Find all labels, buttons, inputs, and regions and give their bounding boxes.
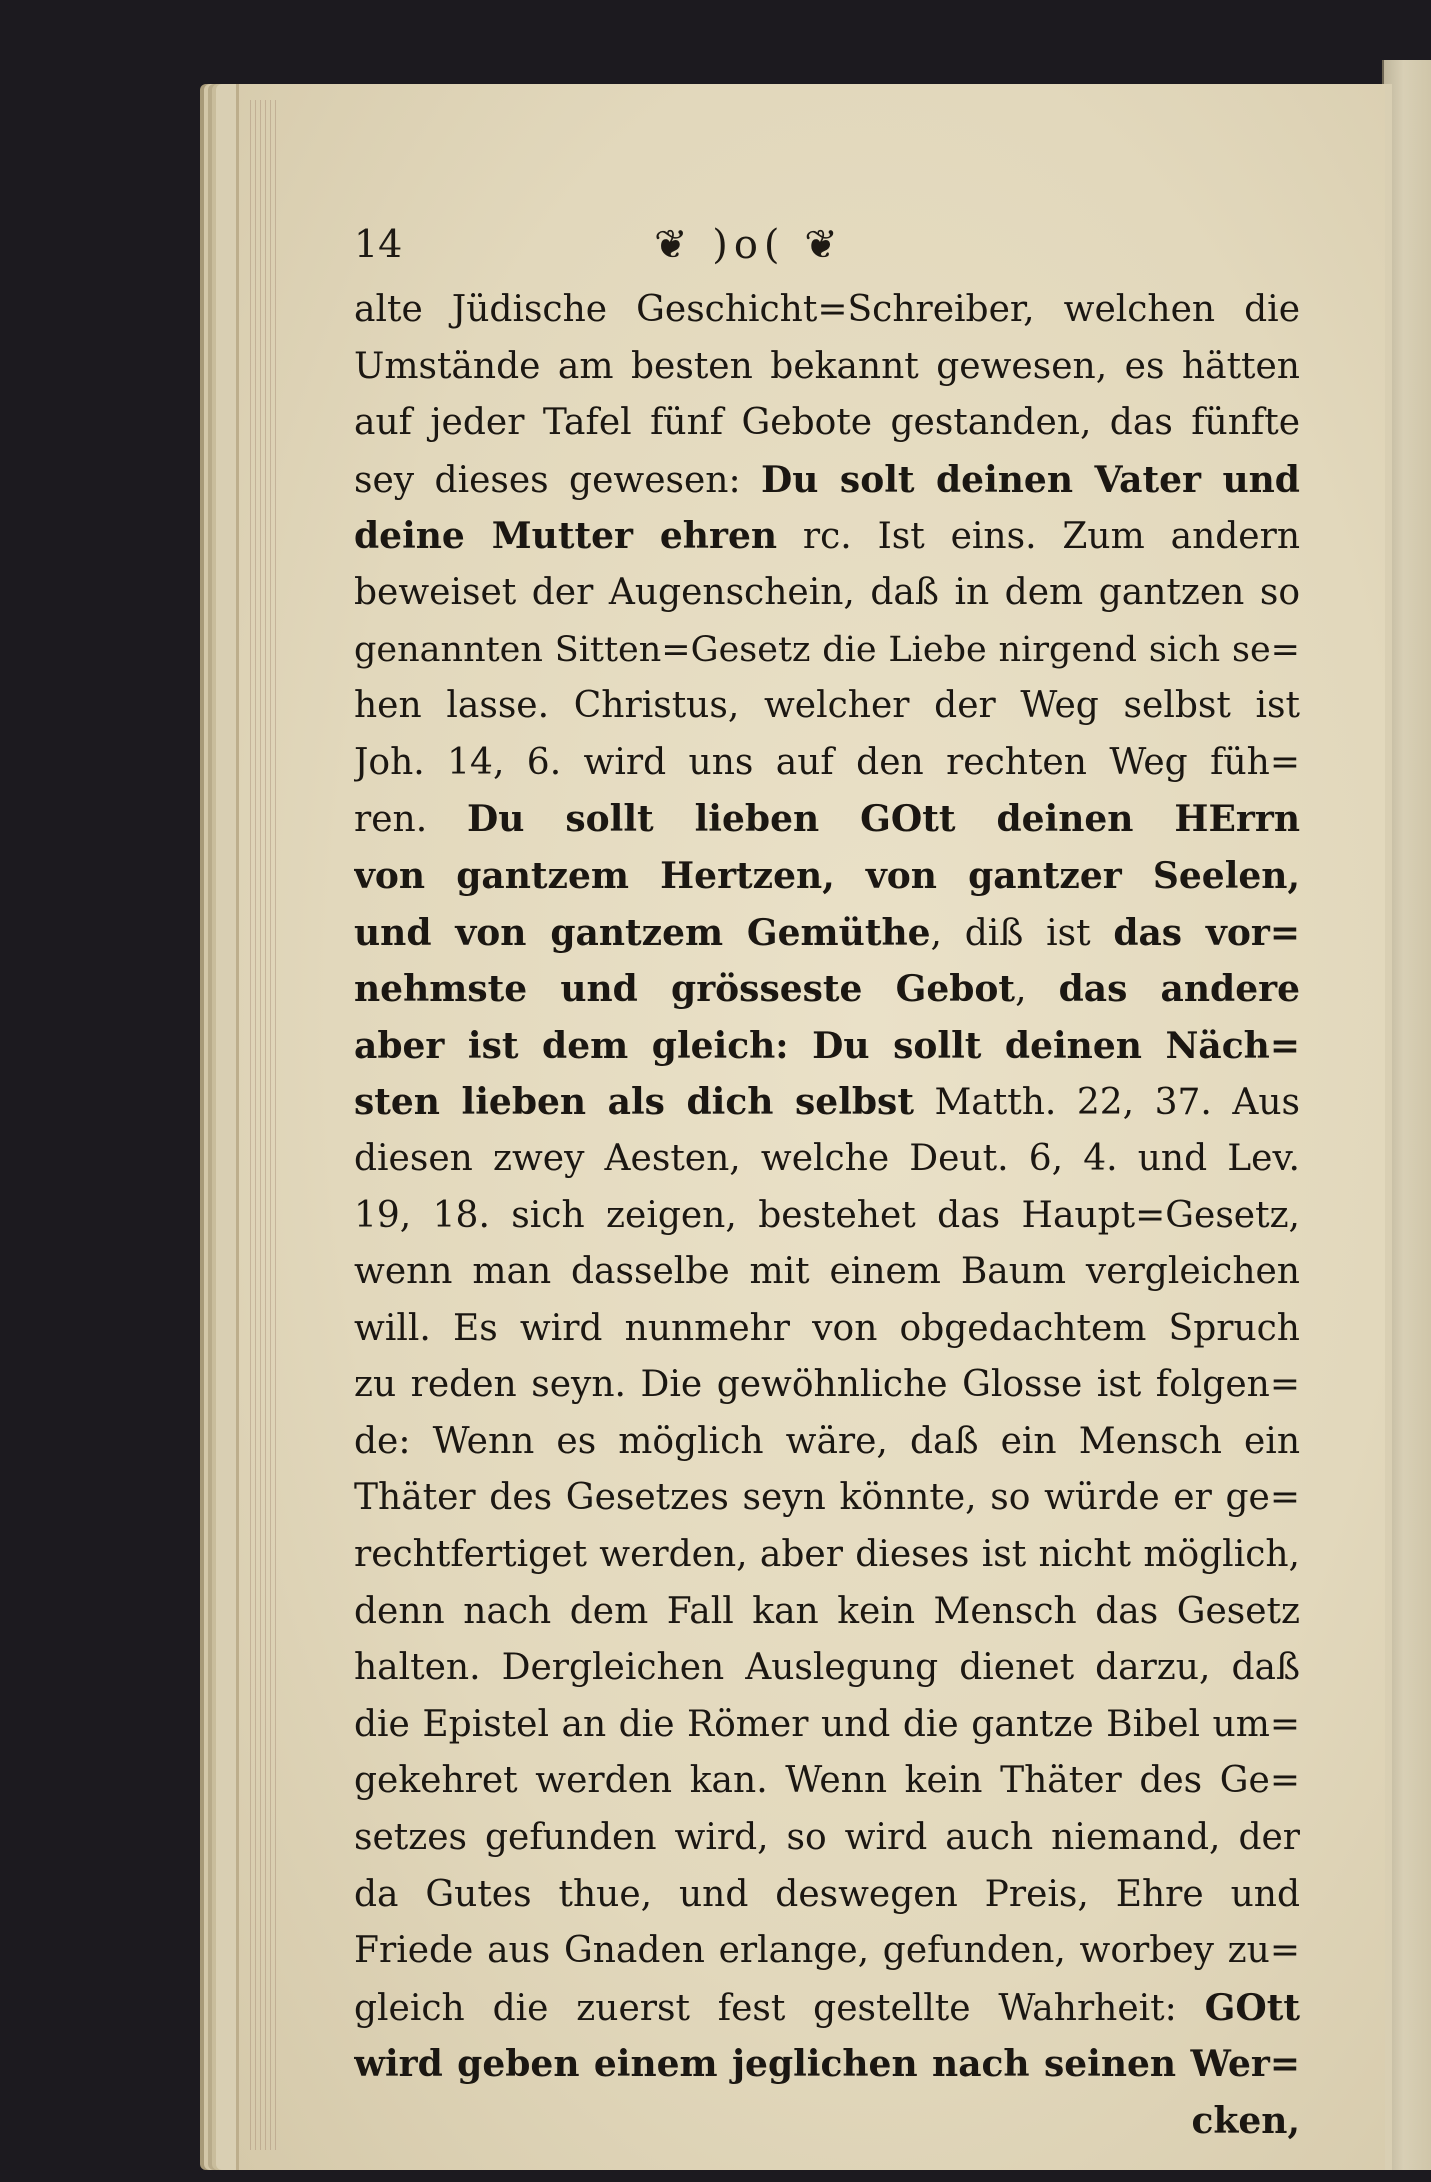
bold-text-segment: sten lieben als dich selbst bbox=[354, 1081, 914, 1124]
text-segment: ren. bbox=[354, 799, 468, 841]
text-line bbox=[354, 1414, 1300, 1471]
text-segment: gekehret werden kan. Wenn kein Thäter des Ge= bbox=[354, 1760, 1300, 1802]
text-line bbox=[354, 791, 1300, 848]
text-line bbox=[354, 622, 1300, 679]
text-segment: Joh. 14, 6. wird uns auf den rechten Weg füh= bbox=[354, 741, 1300, 783]
text-line bbox=[354, 1980, 1300, 2037]
bold-text-segment: nehmste und grösseste Gebot bbox=[354, 968, 1016, 1011]
text-segment: gleich die zuerst fest gestellte Wahrheit: bbox=[354, 1987, 1205, 2029]
text-segment: beweiset der Augenschein, daß in dem gantzen so bbox=[354, 571, 1300, 613]
bold-text-segment: das andere bbox=[1058, 968, 1300, 1011]
text-line bbox=[354, 1867, 1300, 1924]
text-line bbox=[354, 565, 1300, 622]
text-segment: da Gutes thue, und deswegen Preis, Ehre und bbox=[354, 1873, 1300, 1915]
text-line bbox=[354, 735, 1300, 792]
bold-text-segment: Du sollt lieben GOtt deinen HErrn bbox=[467, 798, 1300, 841]
text-segment: hen lasse. Christus, welcher der Weg selbst ist bbox=[354, 685, 1300, 727]
text-segment: rechtfertiget werden, aber dieses ist nicht möglich, bbox=[354, 1534, 1300, 1576]
header-ornament: ❦ )o( ❦ bbox=[654, 222, 844, 268]
text-line bbox=[354, 1018, 1300, 1075]
text-segment: 19, 18. sich zeigen, bestehet das Haupt=Gesetz, bbox=[354, 1194, 1300, 1236]
page-edge-lines bbox=[250, 100, 276, 2150]
text-line bbox=[354, 848, 1300, 905]
text-segment: Thäter des Gesetzes seyn könnte, so würde er ge= bbox=[354, 1477, 1300, 1519]
text-line bbox=[354, 339, 1300, 396]
text-line bbox=[354, 1301, 1300, 1358]
catchword bbox=[354, 2093, 1300, 2150]
text-segment: will. Es wird nunmehr von obgedachtem Spruch bbox=[354, 1307, 1300, 1349]
text-segment: wenn man dasselbe mit einem Baum vergleichen bbox=[354, 1251, 1300, 1293]
text-line bbox=[354, 905, 1300, 962]
bold-text-segment: GOtt bbox=[1204, 1986, 1300, 2029]
text-line bbox=[354, 395, 1300, 452]
text-line bbox=[354, 678, 1300, 735]
text-segment: de: Wenn es möglich wäre, daß ein Mensch ein bbox=[354, 1420, 1300, 1462]
text-line bbox=[354, 1810, 1300, 1867]
text-segment: denn nach dem Fall kan kein Mensch das Gesetz bbox=[354, 1590, 1300, 1632]
text-segment: , diß ist bbox=[930, 912, 1114, 954]
text-segment: die Epistel an die Römer und die gantze Bibel um= bbox=[354, 1703, 1300, 1745]
text-segment: genannten Sitten=Gesetz die Liebe nirgend sich se= bbox=[354, 629, 1300, 670]
bold-text-segment: das vor= bbox=[1113, 911, 1300, 954]
text-line bbox=[354, 1188, 1300, 1245]
text-line bbox=[354, 1244, 1300, 1301]
bold-text-segment: und von gantzem Gemüthe bbox=[354, 911, 931, 954]
bold-text-segment: Du solt deinen Vater und bbox=[761, 458, 1300, 501]
text-segment: rc. Ist eins. Zum andern bbox=[777, 516, 1300, 558]
text-segment: Matth. 22, 37. Aus bbox=[913, 1082, 1300, 1124]
page-header bbox=[354, 222, 1294, 278]
text-segment: Umstände am besten bekannt gewesen, es hätten bbox=[354, 345, 1300, 387]
bold-text-segment: deine Mutter ehren bbox=[354, 515, 778, 558]
body-text bbox=[354, 282, 1300, 2150]
bold-text-segment: von gantzem Hertzen, von gantzer Seelen, bbox=[354, 854, 1300, 897]
text-line bbox=[354, 1697, 1300, 1754]
text-line bbox=[354, 508, 1300, 565]
text-line bbox=[354, 2036, 1300, 2093]
text-line bbox=[354, 1527, 1300, 1584]
text-segment: alte Jüdische Geschicht=Schreiber, welchen die bbox=[354, 289, 1300, 330]
text-line bbox=[354, 282, 1300, 339]
text-segment: auf jeder Tafel fünf Gebote gestanden, das fünfte bbox=[354, 402, 1300, 444]
bold-text-segment: wird geben einem jeglichen nach seinen Wer= bbox=[354, 2043, 1300, 2086]
text-line bbox=[354, 1357, 1300, 1414]
text-line bbox=[354, 1470, 1300, 1527]
text-segment: Friede aus Gnaden erlange, gefunden, worbey zu= bbox=[354, 1930, 1300, 1972]
text-line bbox=[354, 1753, 1300, 1810]
text-line bbox=[354, 1074, 1300, 1131]
text-line bbox=[354, 1584, 1300, 1641]
text-segment: setzes gefunden wird, so wird auch niemand, der bbox=[354, 1817, 1300, 1859]
text-segment: zu reden seyn. Die gewöhnliche Glosse ist folgen= bbox=[354, 1364, 1300, 1406]
catchword-text: cken, bbox=[1191, 2100, 1300, 2142]
text-segment: , bbox=[1015, 969, 1059, 1011]
text-segment: halten. Dergleichen Auslegung dienet darzu, daß bbox=[354, 1647, 1300, 1689]
text-segment: sey dieses gewesen: bbox=[354, 459, 762, 501]
text-line bbox=[354, 1640, 1300, 1697]
text-line bbox=[354, 1923, 1300, 1980]
text-line bbox=[354, 1131, 1300, 1188]
text-segment: diesen zwey Aesten, welche Deut. 6, 4. und Lev. bbox=[354, 1137, 1300, 1179]
text-line bbox=[354, 961, 1300, 1018]
bold-text-segment: aber ist dem gleich: Du sollt deinen Näch= bbox=[354, 1024, 1300, 1067]
page-number: 14 bbox=[354, 222, 403, 266]
text-line bbox=[354, 452, 1300, 509]
